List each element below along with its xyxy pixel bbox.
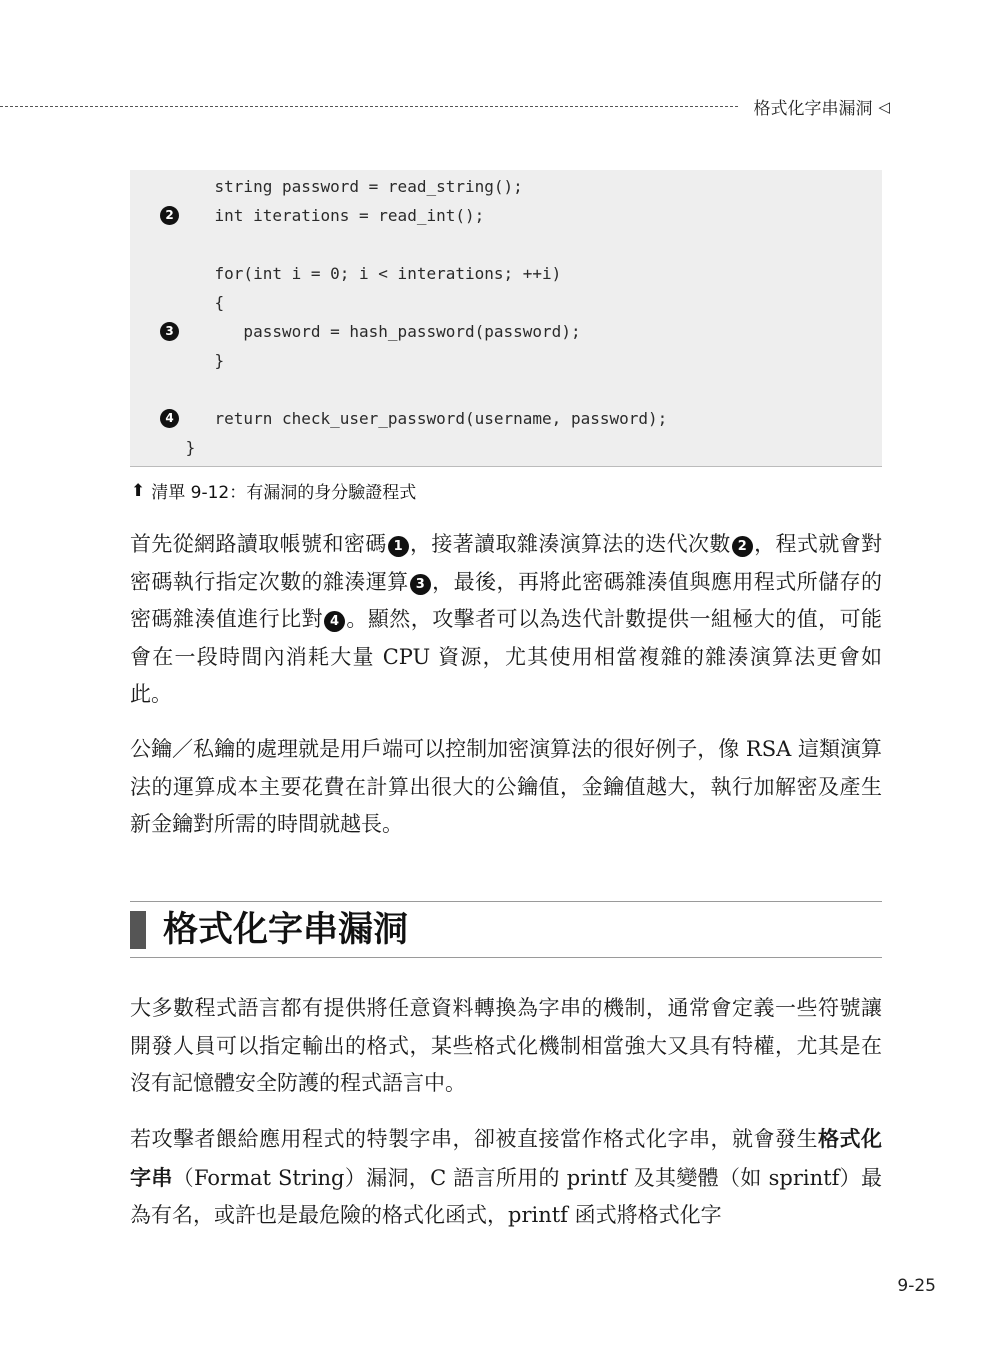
running-header: [753, 94, 890, 119]
code-marker-3: 3: [160, 322, 179, 341]
callout-marker-4: 4: [324, 611, 345, 632]
code-line: {: [176, 293, 225, 312]
code-line: for(int i = 0; i < interations; ++i): [176, 264, 562, 283]
paragraph-4-text-2: （Format String）漏洞，C 語言所用的 printf 及其變體（如 sprintf）最為有名，或許也是最危險的格式化函式，printf 函式將格式化字: [130, 1165, 882, 1227]
section-rule-bottom: [130, 957, 882, 958]
code-line: int iterations = read_int();: [176, 206, 485, 225]
header-dashed-rule: [0, 106, 738, 107]
triangle-left-outline-icon: ◁: [878, 97, 890, 116]
paragraph-1-text-5: 。顯然，攻擊者可以為迭代計數提供一組極大的值，可能會在一段時間內消耗大量 CPU 資源，尤其使用相當複雜的雜湊演算法更會如此。: [130, 607, 883, 706]
paragraph-4: [130, 1120, 882, 1235]
paragraph-4-bold-term: 格式化字串: [130, 1126, 882, 1190]
code-line: }: [176, 351, 225, 370]
listing-caption-text: 清單 9-12：有漏洞的身分驗證程式: [151, 483, 417, 503]
code-line: string password = read_string();: [176, 177, 523, 196]
code-line: password = hash_password(password);: [176, 322, 581, 341]
paragraph-1-text-2: ，接著讀取雜湊演算法的迭代次數: [409, 532, 731, 556]
paragraph-2: 公鑰／私鑰的處理就是用戶端可以控制加密演算法的很好例子，像 RSA 這類演算法的運算成本主要花費在計算出很大的公鑰值，金鑰值越大，執行加解密及產生新金鑰對所需的時間就越長。: [130, 737, 882, 836]
section-rule-top: [130, 901, 882, 902]
section-heading: 格式化字串漏洞: [163, 910, 409, 950]
paragraph-3: 大多數程式語言都有提供將任意資料轉換為字串的機制，通常會定義一些符號讓開發人員可以指定輸出的格式，某些格式化機制相當強大又具有特權，尤其是在沒有記憶體安全防護的程式語言中。: [130, 996, 882, 1095]
running-header-title: 格式化字串漏洞: [753, 99, 873, 119]
callout-marker-1: 1: [388, 536, 409, 557]
paragraph-1-text-1: 首先從網路讀取帳號和密碼: [130, 532, 387, 556]
code-marker-2: 2: [160, 206, 179, 225]
callout-marker-2: 2: [732, 536, 753, 557]
section-heading-bar: [130, 911, 146, 949]
paragraph-1-text-3: ，程式就會對密碼執行指定次數的雜湊運算: [130, 532, 883, 594]
code-line: return check_user_password(username, password);: [176, 409, 668, 428]
code-listing: [130, 170, 882, 467]
paragraph-4-text-1: 若攻擊者餵給應用程式的特製字串，卻被直接當作格式化字串，就會發生: [130, 1127, 818, 1151]
arrow-up-icon: ⬆: [131, 480, 146, 501]
code-line: }: [176, 438, 196, 457]
code-marker-4: 4: [160, 409, 179, 428]
paragraph-1: [130, 526, 882, 714]
page-number: 9-25: [897, 1276, 936, 1296]
listing-caption: [131, 478, 416, 503]
callout-marker-3: 3: [410, 574, 431, 595]
paragraph-1-text-4: ，最後，再將此密碼雜湊值與應用程式所儲存的密碼雜湊值進行比對: [130, 569, 882, 631]
